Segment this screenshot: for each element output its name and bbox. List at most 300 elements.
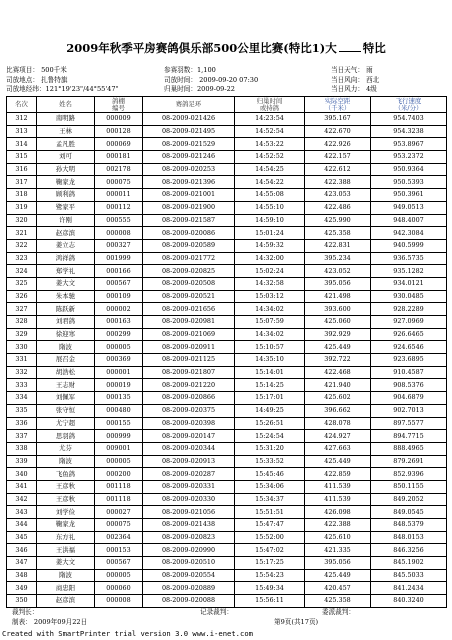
cell-ring-number: 08-2009-021807: [143, 366, 235, 379]
cell-speed: 949.0513: [371, 201, 447, 214]
cell-ring-number: 08-2009-020990: [143, 544, 235, 557]
cell-rank: 315: [7, 151, 37, 164]
cell-distance: 425.449: [305, 341, 371, 354]
table-row: [7, 227, 447, 240]
cell-distance: 421.335: [305, 544, 371, 557]
cell-ring-number: 08-2009-020589: [143, 239, 235, 252]
referee-label: 裁判长：: [12, 608, 39, 616]
cell-loft-id: 000480: [95, 404, 143, 417]
cell-loft-id: 000153: [95, 544, 143, 557]
cell-name: 尤芬: [37, 442, 95, 455]
cell-speed: 924.6546: [371, 341, 447, 354]
cell-rank: 330: [7, 341, 37, 354]
cell-arrival-time: 14:49:25: [235, 404, 305, 417]
cell-speed: 902.7013: [371, 404, 447, 417]
cell-distance: 422.831: [305, 239, 371, 252]
cell-speed: 841.2434: [371, 582, 447, 595]
cell-distance: 420.457: [305, 582, 371, 595]
cell-rank: 348: [7, 569, 37, 582]
cell-rank: 312: [7, 113, 37, 126]
cell-speed: 910.4587: [371, 366, 447, 379]
cell-name: 张守恒: [37, 404, 95, 417]
cell-loft-id: 000069: [95, 138, 143, 151]
cell-speed: 950.9364: [371, 163, 447, 176]
cell-arrival-time: 14:34:02: [235, 328, 305, 341]
cell-arrival-time: 15:17:01: [235, 392, 305, 405]
cell-distance: 395.056: [305, 557, 371, 570]
column-header-distance: 实际空距 （千米）: [305, 97, 371, 113]
cell-distance: 425.060: [305, 316, 371, 329]
wind-direction: 当日风向： 西北: [331, 75, 380, 84]
cell-ring-number: 08-2009-020521: [143, 290, 235, 303]
cell-distance: 425.358: [305, 227, 371, 240]
cell-loft-id: 000075: [95, 176, 143, 189]
cell-arrival-time: 14:54:22: [235, 176, 305, 189]
cell-arrival-time: 15:01:24: [235, 227, 305, 240]
table-row: [7, 417, 447, 430]
page-number: 第9页(共17页): [274, 618, 319, 626]
cell-ring-number: 08-2009-020508: [143, 277, 235, 290]
cell-ring-number: 08-2009-021438: [143, 519, 235, 532]
table-row: [7, 557, 447, 570]
cell-arrival-time: 14:23:54: [235, 113, 305, 126]
cell-distance: 395.234: [305, 252, 371, 265]
cell-arrival-time: 14:59:10: [235, 214, 305, 227]
table-row: [7, 531, 447, 544]
table-header-row: [7, 97, 447, 113]
cell-name: 鞠家龙: [37, 519, 95, 532]
cell-name: 孟凡胜: [37, 138, 95, 151]
cell-loft-id: 000555: [95, 214, 143, 227]
cell-rank: 316: [7, 163, 37, 176]
cell-loft-id: 002178: [95, 163, 143, 176]
cell-arrival-time: 14:52:54: [235, 125, 305, 138]
cell-rank: 341: [7, 480, 37, 493]
race-info: [6, 66, 446, 95]
table-row: [7, 316, 447, 329]
cell-distance: 393.600: [305, 303, 371, 316]
cell-loft-id: 000009: [95, 113, 143, 126]
cell-distance: 426.098: [305, 506, 371, 519]
cell-speed: 904.6879: [371, 392, 447, 405]
cell-rank: 349: [7, 582, 37, 595]
cell-speed: 936.5735: [371, 252, 447, 265]
cell-speed: 848.5379: [371, 519, 447, 532]
cell-name: 刘君鸽: [37, 316, 95, 329]
cell-ring-number: 08-2009-020554: [143, 569, 235, 582]
cell-name: 郑学礼: [37, 265, 95, 278]
cell-ring-number: 08-2009-021772: [143, 252, 235, 265]
cell-loft-id: 000001: [95, 366, 143, 379]
cell-distance: 392.929: [305, 328, 371, 341]
column-header-name: 姓名: [37, 97, 95, 113]
release-coordinates: 司放地经纬：121°19'23"/44°55'47": [6, 85, 119, 93]
cell-rank: 346: [7, 544, 37, 557]
cell-ring-number: 08-2009-020889: [143, 582, 235, 595]
cell-rank: 322: [7, 239, 37, 252]
column-header-ring-number: 赛鸽足环: [143, 97, 235, 113]
cell-distance: 422.468: [305, 366, 371, 379]
cell-loft-id: 000327: [95, 239, 143, 252]
table-row: [7, 214, 447, 227]
title-suffix: 特比: [362, 41, 386, 55]
cell-speed: 894.7715: [371, 430, 447, 443]
cell-speed: 950.5393: [371, 176, 447, 189]
cell-distance: 425.990: [305, 214, 371, 227]
cell-distance: 422.859: [305, 468, 371, 481]
cell-arrival-time: 15:02:24: [235, 265, 305, 278]
cell-rank: 344: [7, 519, 37, 532]
table-row: [7, 125, 447, 138]
release-time: 司放时间： 2009-09-20 07:30: [164, 75, 259, 84]
cell-distance: 422.388: [305, 176, 371, 189]
cell-ring-number: 08-2009-020253: [143, 163, 235, 176]
race-info-row-2: [6, 76, 446, 86]
cell-name: 东方礼: [37, 531, 95, 544]
cell-arrival-time: 15:24:54: [235, 430, 305, 443]
cell-distance: 395.167: [305, 113, 371, 126]
cell-rank: 338: [7, 442, 37, 455]
table-row: [7, 392, 447, 405]
cell-speed: 927.0969: [371, 316, 447, 329]
cell-rank: 328: [7, 316, 37, 329]
cell-loft-id: 000019: [95, 379, 143, 392]
cell-loft-id: 001118: [95, 480, 143, 493]
cell-ring-number: 08-2009-020331: [143, 480, 235, 493]
table-row: [7, 303, 447, 316]
cell-speed: 848.0153: [371, 531, 447, 544]
cell-loft-id: 000567: [95, 277, 143, 290]
table-row: [7, 113, 447, 126]
cell-loft-id: 000005: [95, 341, 143, 354]
cell-distance: 411.539: [305, 493, 371, 506]
cell-ring-number: 08-2009-020825: [143, 265, 235, 278]
table-row: [7, 519, 447, 532]
cell-name: 隋波: [37, 455, 95, 468]
cell-distance: 422.388: [305, 519, 371, 532]
cell-distance: 425.449: [305, 569, 371, 582]
cell-arrival-time: 15:45:46: [235, 468, 305, 481]
cell-rank: 336: [7, 417, 37, 430]
cell-name: 姜大文: [37, 557, 95, 570]
cell-arrival-time: 15:14:01: [235, 366, 305, 379]
cell-rank: 335: [7, 404, 37, 417]
cell-ring-number: 08-2009-020866: [143, 392, 235, 405]
cell-loft-id: 000060: [95, 582, 143, 595]
cell-loft-id: 001118: [95, 493, 143, 506]
cell-rank: 347: [7, 557, 37, 570]
cell-ring-number: 08-2009-021220: [143, 379, 235, 392]
cell-arrival-time: 15:34:37: [235, 493, 305, 506]
table-row: [7, 354, 447, 367]
cell-arrival-time: 15:52:00: [235, 531, 305, 544]
cell-arrival-time: 14:55:08: [235, 189, 305, 202]
cell-arrival-time: 14:53:22: [235, 138, 305, 151]
cell-rank: 314: [7, 138, 37, 151]
cell-arrival-time: 14:32:00: [235, 252, 305, 265]
title-main: 2009年秋季平房赛鸽俱乐部500公里比赛(特比1)大: [66, 41, 337, 55]
cell-arrival-time: 14:59:32: [235, 239, 305, 252]
cell-arrival-time: 15:49:34: [235, 582, 305, 595]
column-header-arrival-time: 归巢时间 或持鸽: [235, 97, 305, 113]
cell-rank: 334: [7, 392, 37, 405]
cell-name: 孙大明: [37, 163, 95, 176]
table-row: [7, 544, 447, 557]
cell-distance: 424.927: [305, 430, 371, 443]
cell-speed: 908.5376: [371, 379, 447, 392]
cell-name: 鹭家平: [37, 201, 95, 214]
cell-rank: 321: [7, 227, 37, 240]
table-row: [7, 468, 447, 481]
cell-loft-id: 001999: [95, 252, 143, 265]
cell-ring-number: 08-2009-021396: [143, 176, 235, 189]
cell-arrival-time: 15:47:02: [235, 544, 305, 557]
cell-arrival-time: 15:47:47: [235, 519, 305, 532]
cell-name: 王林: [37, 125, 95, 138]
cell-loft-id: 000299: [95, 328, 143, 341]
cell-arrival-time: 14:32:58: [235, 277, 305, 290]
cell-speed: 923.6895: [371, 354, 447, 367]
table-body: [7, 113, 447, 608]
made-date: 制表： 2009年09月22日: [12, 618, 88, 626]
cell-distance: 411.539: [305, 480, 371, 493]
cell-arrival-time: 15:34:06: [235, 480, 305, 493]
race-distance: 比赛项目： 500千米: [6, 66, 67, 74]
cell-speed: 846.3256: [371, 544, 447, 557]
document-title: [0, 40, 452, 56]
cell-rank: 327: [7, 303, 37, 316]
cell-rank: 342: [7, 493, 37, 506]
cell-arrival-time: 14:54:25: [235, 163, 305, 176]
table-row: [7, 138, 447, 151]
cell-loft-id: 000005: [95, 455, 143, 468]
cell-distance: 396.662: [305, 404, 371, 417]
cell-rank: 319: [7, 201, 37, 214]
cell-name: 鞠家龙: [37, 176, 95, 189]
cell-rank: 320: [7, 214, 37, 227]
entry-count: 参赛羽数：1,100: [164, 66, 216, 74]
cell-loft-id: 000163: [95, 316, 143, 329]
cell-speed: 954.7403: [371, 113, 447, 126]
cell-speed: 879.2691: [371, 455, 447, 468]
cell-distance: 422.612: [305, 163, 371, 176]
cell-speed: 850.1155: [371, 480, 447, 493]
cell-loft-id: 000181: [95, 151, 143, 164]
cell-loft-id: 000128: [95, 125, 143, 138]
cell-arrival-time: 15:07:59: [235, 316, 305, 329]
made-line: [12, 616, 442, 625]
cell-name: 南明路: [37, 113, 95, 126]
cell-ring-number: 08-2009-021069: [143, 328, 235, 341]
cell-name: 隋波: [37, 569, 95, 582]
cell-distance: 427.663: [305, 442, 371, 455]
table-row: [7, 430, 447, 443]
cell-name: 鸿祥鸽: [37, 252, 95, 265]
table-row: [7, 252, 447, 265]
cell-loft-id: 000075: [95, 519, 143, 532]
cell-ring-number: 08-2009-021587: [143, 214, 235, 227]
cell-distance: 422.157: [305, 151, 371, 164]
table-row: [7, 404, 447, 417]
cell-name: 许刚: [37, 214, 95, 227]
cell-distance: 421.498: [305, 290, 371, 303]
cell-rank: 339: [7, 455, 37, 468]
cell-distance: 425.610: [305, 531, 371, 544]
cell-loft-id: 000011: [95, 189, 143, 202]
cell-speed: 934.0121: [371, 277, 447, 290]
cell-ring-number: 08-2009-020086: [143, 227, 235, 240]
cell-arrival-time: 14:55:10: [235, 201, 305, 214]
cell-rank: 331: [7, 354, 37, 367]
cell-name: 姜立志: [37, 239, 95, 252]
signature-line: [12, 606, 442, 615]
table-row: [7, 201, 447, 214]
cell-speed: 845.5033: [371, 569, 447, 582]
cell-name: 陈跃新: [37, 303, 95, 316]
weather: 当日天气： 雨: [331, 66, 373, 74]
cell-distance: 422.670: [305, 125, 371, 138]
cell-name: 徐迎寒: [37, 328, 95, 341]
cell-arrival-time: 14:52:52: [235, 151, 305, 164]
cell-speed: 930.0485: [371, 290, 447, 303]
cell-loft-id: 000369: [95, 354, 143, 367]
column-header-loft-id: 鸽棚 编号: [95, 97, 143, 113]
cell-loft-id: 000999: [95, 430, 143, 443]
table-row: [7, 569, 447, 582]
table-row: [7, 328, 447, 341]
cell-speed: 950.3961: [371, 189, 447, 202]
cell-name: 商忠阳: [37, 582, 95, 595]
cell-loft-id: 000200: [95, 468, 143, 481]
cell-arrival-time: 15:10:57: [235, 341, 305, 354]
cell-speed: 926.6465: [371, 328, 447, 341]
table-row: [7, 366, 447, 379]
cell-speed: 888.4965: [371, 442, 447, 455]
cell-arrival-time: 15:26:51: [235, 417, 305, 430]
table-row: [7, 176, 447, 189]
cell-name: 顾利鸽: [37, 189, 95, 202]
table-row: [7, 455, 447, 468]
cell-ring-number: 08-2009-021246: [143, 151, 235, 164]
cell-loft-id: 000567: [95, 557, 143, 570]
cell-arrival-time: 15:17:25: [235, 557, 305, 570]
cell-name: 姜大文: [37, 277, 95, 290]
cell-name: 刘可: [37, 151, 95, 164]
cell-distance: 421.940: [305, 379, 371, 392]
cell-speed: 953.8967: [371, 138, 447, 151]
cell-ring-number: 08-2009-020330: [143, 493, 235, 506]
column-header-speed: 飞行速度 （米/分）: [371, 97, 447, 113]
trial-watermark-text: Created with SmartPrinter trial version 3.0 www.i-enet.com: [2, 629, 253, 638]
cell-rank: 345: [7, 531, 37, 544]
cell-distance: 425.449: [305, 455, 371, 468]
cell-ring-number: 08-2009-020981: [143, 316, 235, 329]
cell-rank: 333: [7, 379, 37, 392]
cell-arrival-time: 15:31:20: [235, 442, 305, 455]
cell-loft-id: 000008: [95, 595, 143, 608]
table-row: [7, 163, 447, 176]
cell-ring-number: 08-2009-021529: [143, 138, 235, 151]
cell-rank: 317: [7, 176, 37, 189]
cell-name: 刘佩军: [37, 392, 95, 405]
cell-ring-number: 08-2009-020344: [143, 442, 235, 455]
cell-arrival-time: 15:56:11: [235, 595, 305, 608]
cell-ring-number: 08-2009-020398: [143, 417, 235, 430]
committee-label: 委派裁判：: [322, 608, 355, 616]
cell-rank: 325: [7, 277, 37, 290]
cell-name: 王洪福: [37, 544, 95, 557]
cell-rank: 332: [7, 366, 37, 379]
wind-force: 当日风力： 4级: [331, 85, 377, 93]
cell-loft-id: 000112: [95, 201, 143, 214]
table-row: [7, 506, 447, 519]
cell-speed: 942.3084: [371, 227, 447, 240]
cell-name: 隋波: [37, 341, 95, 354]
cell-arrival-time: 15:14:25: [235, 379, 305, 392]
cell-ring-number: 08-2009-021495: [143, 125, 235, 138]
cell-rank: 324: [7, 265, 37, 278]
release-location: 司放地点： 扎鲁特旗: [6, 75, 68, 84]
cell-rank: 343: [7, 506, 37, 519]
cell-name: 王彦秋: [37, 493, 95, 506]
cell-loft-id: 000008: [95, 227, 143, 240]
cell-distance: 425.358: [305, 595, 371, 608]
table-row: [7, 265, 447, 278]
cell-speed: 852.9396: [371, 468, 447, 481]
cell-rank: 337: [7, 430, 37, 443]
cell-loft-id: 000135: [95, 392, 143, 405]
cell-speed: 849.2052: [371, 493, 447, 506]
cell-distance: 395.056: [305, 277, 371, 290]
cell-speed: 897.5577: [371, 417, 447, 430]
return-date: 归巢时间：2009-09-22: [164, 85, 235, 93]
cell-speed: 940.5999: [371, 239, 447, 252]
cell-arrival-time: 14:34:02: [235, 303, 305, 316]
cell-distance: 423.052: [305, 265, 371, 278]
cell-name: 王彦秋: [37, 480, 95, 493]
cell-rank: 318: [7, 189, 37, 202]
race-info-row-1: [6, 66, 446, 76]
cell-ring-number: 08-2009-020911: [143, 341, 235, 354]
cell-name: 刘学俭: [37, 506, 95, 519]
cell-ring-number: 08-2009-020287: [143, 468, 235, 481]
cell-loft-id: 009001: [95, 442, 143, 455]
cell-ring-number: 08-2009-021125: [143, 354, 235, 367]
cell-ring-number: 08-2009-020913: [143, 455, 235, 468]
cell-speed: 935.1282: [371, 265, 447, 278]
table-row: [7, 582, 447, 595]
cell-ring-number: 08-2009-021656: [143, 303, 235, 316]
table-row: [7, 189, 447, 202]
race-info-row-3: [6, 85, 446, 95]
table-row: [7, 341, 447, 354]
cell-ring-number: 08-2009-021001: [143, 189, 235, 202]
cell-ring-number: 08-2009-021056: [143, 506, 235, 519]
cell-distance: 422.926: [305, 138, 371, 151]
table-row: [7, 442, 447, 455]
cell-ring-number: 08-2009-021900: [143, 201, 235, 214]
cell-loft-id: 000109: [95, 290, 143, 303]
cell-ring-number: 08-2009-020375: [143, 404, 235, 417]
cell-loft-id: 000155: [95, 417, 143, 430]
cell-name: 飞鱼鸽: [37, 468, 95, 481]
recorder-label: 记录裁判：: [200, 608, 233, 616]
column-header-rank: 名次: [7, 97, 37, 113]
cell-loft-id: 000027: [95, 506, 143, 519]
cell-name: 思羽鸽: [37, 430, 95, 443]
cell-rank: 323: [7, 252, 37, 265]
cell-loft-id: 000005: [95, 569, 143, 582]
